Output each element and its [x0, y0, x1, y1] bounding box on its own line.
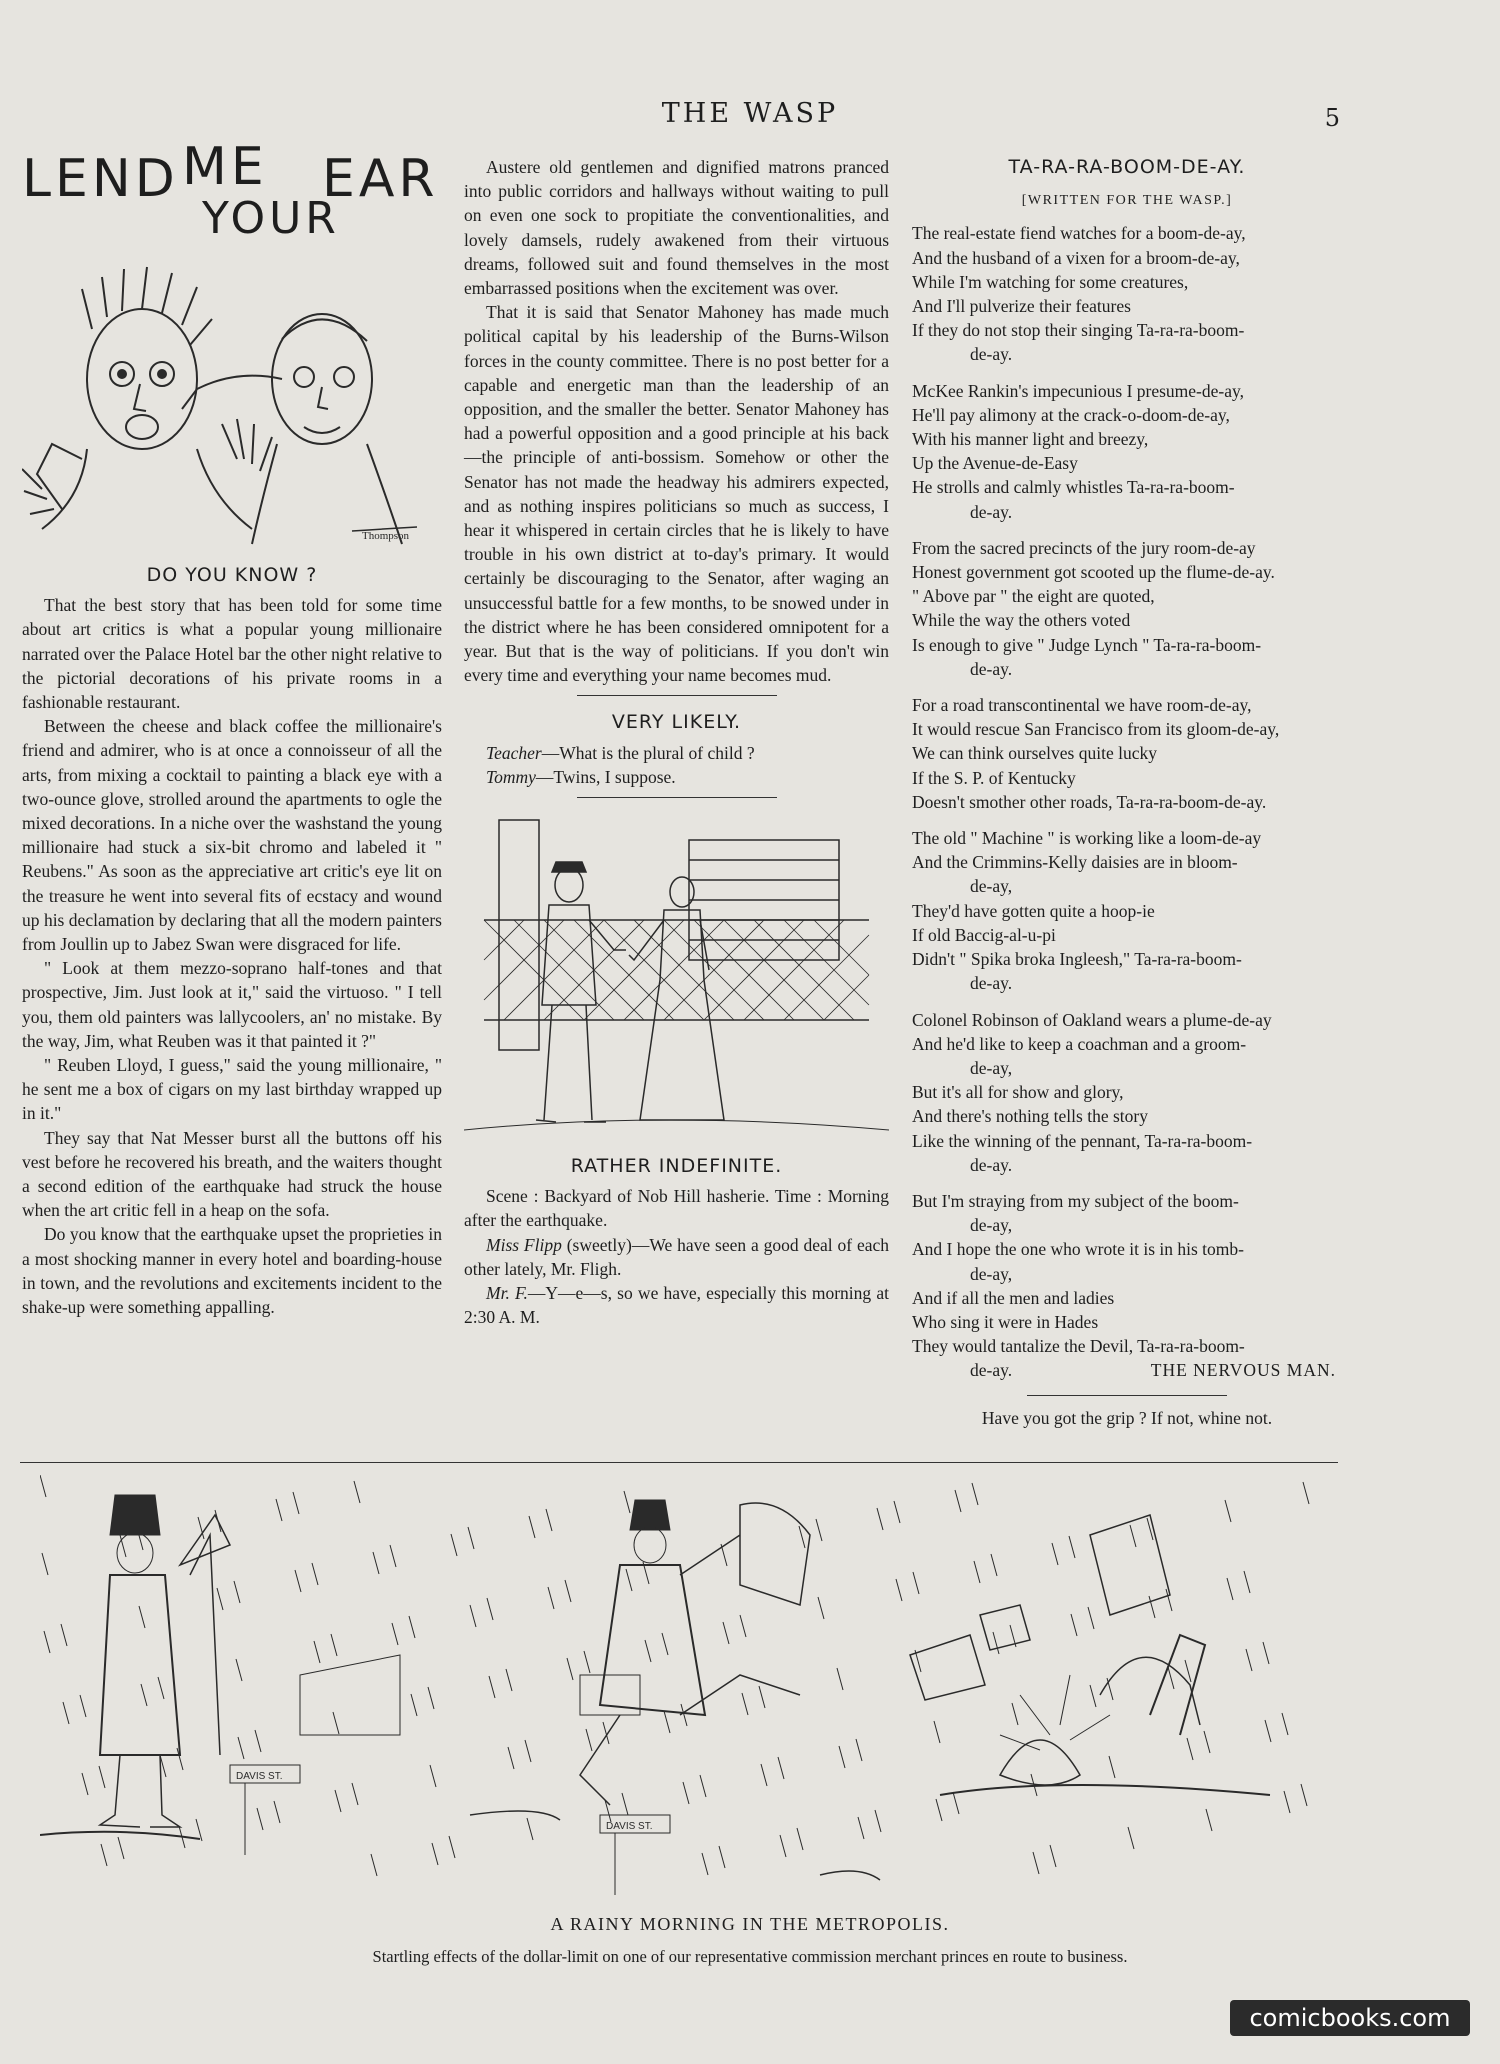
rain-stroke [432, 1843, 438, 1865]
poem-stanza [912, 536, 1342, 681]
poem-stanza [912, 221, 1342, 366]
rain-stroke [236, 1659, 242, 1681]
poem-line: Is enough to give " Judge Lynch " Ta-ra-ra-boom- [912, 634, 1262, 655]
rain-stroke [255, 1730, 261, 1752]
watermark: comicbooks.com [1230, 2000, 1470, 2036]
rain-stroke [118, 1837, 124, 1859]
rain-stroke [1244, 1571, 1250, 1593]
rain-stroke [274, 1801, 280, 1823]
rain-stroke [1149, 1596, 1155, 1618]
dialog-text: (sweetly)—We have seen a good deal of each other lately, Mr. Fligh. [464, 1234, 890, 1279]
dialog-line [464, 1281, 889, 1329]
rain-stroke [1227, 1578, 1233, 1600]
rain-stroke [1263, 1642, 1269, 1664]
rain-stroke [953, 1792, 959, 1814]
poem-line: And I hope the one who wrote it is in his tomb- [912, 1239, 1244, 1260]
poem-stanza [912, 826, 1342, 995]
rainy-morning-strip [40, 1475, 1320, 1905]
rain-stroke [622, 1793, 628, 1815]
poem-line: They'd have gotten quite a hoop-ie [912, 900, 1155, 921]
rain-stroke [333, 1712, 339, 1734]
poem-line: Doesn't smother other roads, Ta-ra-ra-boom-de-ay. [912, 791, 1267, 812]
rain-stroke [525, 1740, 531, 1762]
speaker: Mr. F. [486, 1283, 528, 1304]
rainy-morning-drawing [40, 1475, 1320, 1905]
rain-stroke [955, 1490, 961, 1512]
dialog-line [464, 741, 889, 765]
rain-stroke [877, 1508, 883, 1530]
poem-line: Didn't " Spika broka Ingleesh," Ta-ra-ra-boom- [912, 949, 1242, 970]
poem-line: If old Baccig-al-u-pi [912, 924, 1056, 945]
rain-stroke [468, 1527, 474, 1549]
poem-line: If they do not stop their singing Ta-ra-ra-boom- [912, 320, 1245, 341]
rain-stroke [1168, 1667, 1174, 1689]
title-word-lend: LEND [22, 149, 179, 209]
poem-line: But it's all for show and glory, [912, 1082, 1124, 1103]
rain-stroke [839, 1746, 845, 1768]
rain-stroke [529, 1516, 535, 1538]
rain-stroke [816, 1519, 822, 1541]
rain-stroke [373, 1552, 379, 1574]
rain-stroke [1050, 1845, 1056, 1867]
rain-stroke [894, 1501, 900, 1523]
lend-me-your-ear-title [22, 137, 442, 259]
rain-stroke [761, 1764, 767, 1786]
rain-stroke [42, 1553, 48, 1575]
divider [577, 797, 777, 798]
rain-stroke [312, 1563, 318, 1585]
title-word-your: YOUR [202, 193, 340, 244]
left-column [22, 137, 442, 1319]
rain-stroke [934, 1721, 940, 1743]
street-sign-2: DAVIS ST. [606, 1821, 653, 1832]
poem-line: If the S. P. of Kentucky [912, 767, 1076, 788]
rain-stroke [662, 1633, 668, 1655]
title-word-me: ME [182, 137, 268, 197]
rain-stroke [799, 1526, 805, 1548]
rain-stroke [489, 1676, 495, 1698]
rain-stroke [61, 1624, 67, 1646]
poem-line: de-ay. [970, 501, 1013, 522]
cartoon-signature: Thompson [362, 530, 410, 542]
rain-stroke [352, 1783, 358, 1805]
masthead: THE WASP [661, 98, 839, 129]
rain-stroke [40, 1475, 46, 1497]
rain-stroke [1033, 1852, 1039, 1874]
poem-title: TA-RA-RA-BOOM-DE-AY. [1008, 156, 1246, 178]
rain-stroke [974, 1561, 980, 1583]
rain-stroke [371, 1854, 377, 1876]
dialog-line [464, 1233, 889, 1281]
rain-stroke [1225, 1500, 1231, 1522]
rain-stroke [506, 1669, 512, 1691]
rain-stroke [487, 1598, 493, 1620]
rain-stroke [527, 1818, 533, 1840]
very-likely-heading: VERY LIKELY. [611, 711, 742, 734]
rain-stroke [1282, 1713, 1288, 1735]
rain-stroke [913, 1572, 919, 1594]
rain-stroke [293, 1492, 299, 1514]
rain-stroke [1130, 1525, 1136, 1547]
rain-stroke [584, 1651, 590, 1673]
rain-stroke [1012, 1703, 1018, 1725]
rain-stroke [139, 1606, 145, 1628]
poem-line: While the way the others voted [912, 610, 1131, 631]
paragraph: " Reuben Lloyd, I guess," said the young millionaire, " he sent me a box of cigars on my last birthday wrapped up in it." [22, 1055, 442, 1124]
rain-stroke [936, 1799, 942, 1821]
rain-stroke [991, 1554, 997, 1576]
street-sign-1: DAVIS ST. [236, 1771, 283, 1782]
rain-stroke [101, 1844, 107, 1866]
rain-stroke [683, 1782, 689, 1804]
rain-stroke [778, 1757, 784, 1779]
dialog-text: —What is the plural of child ? [541, 742, 755, 763]
poem-stanza [912, 1008, 1342, 1177]
rain-stroke [295, 1570, 301, 1592]
rain-stroke [430, 1765, 436, 1787]
rain-stroke [797, 1828, 803, 1850]
rain-stroke [1071, 1614, 1077, 1636]
dialog-text: —Y—e—s, so we have, especially this morning at 2:30 A. M. [464, 1283, 889, 1328]
rain-stroke [409, 1616, 415, 1638]
poem-stanza [912, 379, 1342, 524]
rain-stroke [565, 1580, 571, 1602]
rain-stroke [470, 1605, 476, 1627]
rain-stroke [1090, 1685, 1096, 1707]
rain-stroke [44, 1631, 50, 1653]
couple-illustration-drawing [464, 810, 889, 1140]
paragraph: " Look at them mezzo-soprano half-tones and that prospective, Jim. Just look at it," said the virtuoso. " I tell you, them old painters was lallycoolers, an' no mistake. By the way, Jim, what Reuben was it that painted it ?" [22, 958, 442, 1051]
paragraph: Austere old gentlemen and dignified matrons pranced into public corridors and hallways without waiting to pull on even one sock to propitiate the conventionalities, and lovely damsels, rudely awakened from their virtuous dreams, followed suit and found themselves in the most embarrassed positions when the excitement was over. [464, 157, 889, 299]
rain-stroke [276, 1499, 282, 1521]
rain-stroke [314, 1641, 320, 1663]
rain-stroke [335, 1790, 341, 1812]
rain-stroke [664, 1711, 670, 1733]
speaker: Miss Flipp [486, 1234, 562, 1255]
rain-stroke [331, 1634, 337, 1656]
rain-stroke [1069, 1536, 1075, 1558]
rain-stroke [1301, 1784, 1307, 1806]
rain-stroke [586, 1729, 592, 1751]
paragraph: Between the cheese and black coffee the millionaire's friend and admirer, who is at once a connoisseur of all the arts, from mixing a cocktail to painting a black eye with a two-ounce glove, strolled around the apartments to ogle the mixed decorations. In a niche over the washstand the young millionaire had stuck a six-bit chromo and labeled it " Reubens." As soon as the appreciative art critic's eye lit on the treasure he went into several fits of ecstacy and wound up his declamation by declaring that all the modern painters from Joullin up to Jabez Swan were disgraced for life. [22, 716, 442, 955]
rain-stroke [681, 1704, 687, 1726]
rain-stroke [759, 1686, 765, 1708]
poem-line: de-ay, [970, 1263, 1013, 1284]
rain-stroke [508, 1747, 514, 1769]
rain-stroke [1206, 1809, 1212, 1831]
rain-stroke [257, 1808, 263, 1830]
paragraph: That the best story that has been told for some time about art critics is what a popular young millionaire narrated over the Palace Hotel bar the other night relative to the pictorial decorations of his private rooms in a fashionable restaurant. [22, 595, 442, 713]
rain-stroke [217, 1588, 223, 1610]
rain-stroke [390, 1545, 396, 1567]
poem-line: And there's nothing tells the story [912, 1106, 1148, 1127]
rain-stroke [740, 1615, 746, 1637]
rain-stroke [858, 1817, 864, 1839]
poem-line: Up the Avenue-de-Easy [912, 453, 1078, 474]
rain-stroke [818, 1597, 824, 1619]
poem-line: And if all the men and ladies [912, 1287, 1115, 1308]
strip-caption-text: Startling effects of the dollar-limit on one of our representative commission merchant princes en route to business. [372, 1947, 1128, 1966]
rain-stroke [80, 1695, 86, 1717]
dialog-text: —Twins, I suppose. [535, 766, 676, 787]
rain-stroke [742, 1693, 748, 1715]
rain-stroke [238, 1737, 244, 1759]
rain-stroke [1187, 1738, 1193, 1760]
rain-stroke [645, 1640, 651, 1662]
grip-line: Have you got the grip ? If not, whine not. [981, 1407, 1273, 1428]
poem-line: de-ay, [970, 1215, 1013, 1236]
poem-line: For a road transcontinental we have room-de-ay, [912, 695, 1252, 716]
rain-stroke [354, 1481, 360, 1503]
rain-stroke [1204, 1731, 1210, 1753]
rain-stroke [624, 1491, 630, 1513]
poem-line: While I'm watching for some creatures, [912, 271, 1189, 292]
rain-stroke [141, 1684, 147, 1706]
paragraph: That it is said that Senator Mahoney has made much political capital by his leadership of the Burns-Wilson forces in the county committee. There is no post better for a capable and energetic man than the leadership of an opposition, and the smaller the better. Senator Mahoney has had a powerful opposition and a good principle at his back—the principle of anti-bossism. Somehow or other the Senator has not made the headway his admirers expected, and as nothing inspires politicians so much as success, I hear it whispered in certain circles that he is likely to have trouble in his own district at to-day's primary. It would certainly be discouraging to the Senator, after waging an unsuccessful battle for a few months, to be snowed under in the district where he has been considered omnipotent for a year. But that is the way of politicians. If you don't win every time and everything your name becomes mud. [464, 302, 889, 686]
poem-line: Like the winning of the pennant, Ta-ra-ra-boom- [912, 1130, 1253, 1151]
rather-indefinite-heading: RATHER INDEFINITE. [570, 1155, 783, 1178]
poem-line: Honest government got scooted up the flume-de-ay. [912, 562, 1275, 583]
rain-stroke [780, 1835, 786, 1857]
two-men-cartoon [22, 259, 442, 549]
rain-stroke [411, 1694, 417, 1716]
poem-line: But I'm straying from my subject of the boom- [912, 1190, 1239, 1211]
poem-line: And he'd like to keep a coachman and a groom- [912, 1033, 1247, 1054]
section-divider [20, 1462, 1338, 1463]
rain-stroke [548, 1587, 554, 1609]
poem-line: And the husband of a vixen for a broom-de-ay, [912, 247, 1240, 268]
rain-stroke [1052, 1543, 1058, 1565]
poem-line: " Above par " the eight are quoted, [912, 586, 1155, 607]
poem-line-with-signature [912, 1358, 1342, 1382]
rain-stroke [1128, 1827, 1134, 1849]
title-word-ear: EAR [322, 149, 439, 209]
rain-stroke [719, 1846, 725, 1868]
speaker: Tommy [486, 766, 536, 787]
rain-stroke [99, 1766, 105, 1788]
rain-stroke [702, 1853, 708, 1875]
poem-line: He strolls and calmly whistles Ta-ra-ra-boom- [912, 477, 1235, 498]
rain-stroke [875, 1810, 881, 1832]
poem-line: They would tantalize the Devil, Ta-ra-ra-boom- [912, 1336, 1245, 1357]
rain-stroke [449, 1836, 455, 1858]
rain-stroke [856, 1739, 862, 1761]
poem-stanza [912, 1189, 1342, 1383]
poem-author: THE NERVOUS MAN. [1150, 1360, 1336, 1381]
couple-illustration [464, 810, 889, 1140]
rain-stroke [1109, 1756, 1115, 1778]
do-you-know-heading: DO YOU KNOW ? [146, 564, 318, 586]
page-number: 5 [1324, 104, 1340, 132]
scene-line: Scene : Backyard of Nob Hill hasherie. Time : Morning after the earthquake. [464, 1186, 889, 1231]
poem-line: de-ay. [970, 973, 1013, 994]
rain-stroke [1246, 1649, 1252, 1671]
rain-stroke [546, 1509, 552, 1531]
rain-stroke [896, 1579, 902, 1601]
right-column [912, 155, 1342, 1430]
poem-line: de-ay. [970, 658, 1013, 679]
poem-line: With his manner light and breezy, [912, 429, 1149, 450]
poem-line: Who sing it were in Hades [912, 1311, 1099, 1332]
rain-stroke [1265, 1720, 1271, 1742]
poem-line: We can think ourselves quite lucky [912, 743, 1157, 764]
poem-line: de-ay, [970, 1057, 1013, 1078]
rain-stroke [428, 1687, 434, 1709]
divider [577, 695, 777, 696]
poem-line: de-ay. [970, 1360, 1013, 1381]
rain-stroke [567, 1658, 573, 1680]
poem [912, 221, 1342, 1382]
paragraph: They say that Nat Messer burst all the buttons off his vest before he recovered his breath, and the waiters thought a second edition of the earthquake had struck the house when the art critic fell in a heap on the sofa. [22, 1127, 442, 1221]
rain-stroke [63, 1702, 69, 1724]
poem-line: It would rescue San Francisco from its gloom-de-ay, [912, 719, 1280, 740]
two-men-cartoon-drawing [22, 259, 442, 549]
rain-stroke [626, 1569, 632, 1591]
rain-stroke [723, 1622, 729, 1644]
poem-line: The real-estate fiend watches for a boom-de-ay, [912, 223, 1246, 244]
poem-line: And I'll pulverize their features [912, 296, 1131, 317]
strip-caption-title: A RAINY MORNING IN THE METROPOLIS. [550, 1914, 950, 1934]
poem-subtitle: [WRITTEN FOR THE WASP.] [1021, 193, 1233, 209]
poem-line: He'll pay alimony at the crack-o-doom-de-ay, [912, 404, 1230, 425]
poem-line: McKee Rankin's impecunious I presume-de-ay, [912, 380, 1244, 401]
poem-stanza [912, 693, 1342, 814]
rain-stroke [1284, 1791, 1290, 1813]
middle-column [464, 155, 889, 1330]
poem-line: And the Crimmins-Kelly daisies are in bloom- [912, 852, 1238, 873]
rain-stroke [993, 1632, 999, 1654]
poem-line: de-ay. [970, 1154, 1013, 1175]
rain-stroke [1185, 1660, 1191, 1682]
rain-stroke [1088, 1607, 1094, 1629]
dialog-line [464, 765, 889, 789]
speaker: Teacher [486, 742, 542, 763]
rain-stroke [837, 1668, 843, 1690]
poem-line: de-ay, [970, 876, 1013, 897]
divider [1027, 1395, 1227, 1396]
rain-stroke [392, 1623, 398, 1645]
poem-line: Colonel Robinson of Oakland wears a plume-de-ay [912, 1009, 1272, 1030]
rain-stroke [700, 1775, 706, 1797]
rain-stroke [1303, 1482, 1309, 1504]
poem-line: The old " Machine " is working like a loom-de-ay [912, 828, 1262, 849]
rain-stroke [451, 1534, 457, 1556]
rain-stroke [972, 1483, 978, 1505]
poem-line: de-ay. [970, 344, 1013, 365]
rain-stroke [234, 1581, 240, 1603]
rain-stroke [158, 1677, 164, 1699]
poem-line: From the sacred precincts of the jury room-de-ay [912, 537, 1256, 558]
paragraph: Do you know that the earthquake upset the proprieties in a most shocking manner in every hotel and boarding-house in town, and the revolutions and excitements incident to the shake-up were something appalling. [22, 1224, 442, 1318]
rain-strokes [40, 1475, 1309, 1876]
rain-stroke [82, 1773, 88, 1795]
